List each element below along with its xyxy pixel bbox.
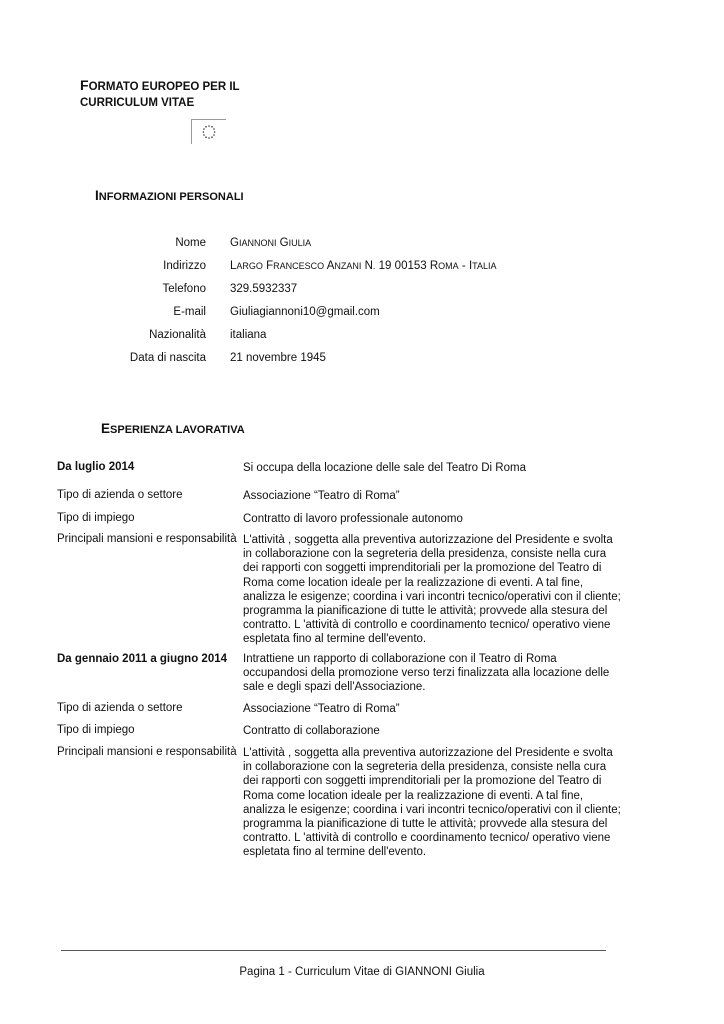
entry1-duties-label: Principali mansioni e responsabilità <box>57 533 237 545</box>
entry2-sector: Associazione “Teatro di Roma” <box>243 703 400 715</box>
footer-divider <box>61 950 606 951</box>
entry2-type: Contratto di collaborazione <box>243 725 380 737</box>
entry1-type-label: Tipo di impiego <box>57 512 135 524</box>
personal-birthdate-value: 21 novembre 1945 <box>230 352 326 364</box>
personal-nationality-label: Nazionalità <box>149 329 206 341</box>
entry1-period: Da luglio 2014 <box>57 461 135 473</box>
personal-address-label: Indirizzo <box>163 260 206 272</box>
entry2-duties-label: Principali mansioni e responsabilità <box>57 746 237 758</box>
entry2-duties: L'attività , soggetta alla preventiva autorizzazione del Presidente e svolta in collaborazione con la segreteria della presidenza, consiste nella cura dei rapporti con soggetti imprenditoriali per la promozione del Teatro di Roma come location ideale per la realizzazione di eventi. A tal fine, analizza le esigenze; coordina i vari incontri tecnico/operativi con il cliente; programma la pianificazione di tutte le attività; provvede alla stesura del contratto. L 'attività di controllo e coordinamento tecnico/ operativo viene espletata fino al termine dell'evento. <box>243 747 621 859</box>
cv-format-title-line1: FORMATO EUROPEO PER IL <box>80 77 240 93</box>
entry1-duties: L'attività , soggetta alla preventiva autorizzazione del Presidente e svolta in collaborazione con la segreteria della presidenza, consiste nella cura dei rapporti con soggetti imprenditoriali per la promozione del Teatro di Roma come location ideale per la realizzazione di eventi. A tal fine, analizza le esigenze; coordina i vari incontri tecnico/operativi con il cliente; programma la pianificazione di tutte le attività; provvede alla stesura del contratto. L 'attività di controllo e coordinamento tecnico/ operativo viene espletata fino al termine dell'evento. <box>243 534 621 646</box>
footer-page-label: Pagina 1 - Curriculum Vitae di GIANNONI Giulia <box>239 966 485 978</box>
personal-address-value: LARGO FRANCESCO ANZANI N. 19 00153 ROMA - ITALIA <box>230 260 497 272</box>
eu-flag-icon <box>191 119 226 144</box>
personal-email-value[interactable]: Giuliagiannoni10@gmail.com <box>230 306 380 318</box>
cv-format-title <box>80 77 240 111</box>
personal-name-value: GIANNONI GIULIA <box>230 237 312 249</box>
personal-name-label: Nome <box>175 237 206 249</box>
personal-phone-value: 329.5932337 <box>230 283 298 295</box>
cv-format-title-line2: CURRICULUM VITAE <box>80 97 195 109</box>
personal-nationality-value: italiana <box>230 329 267 341</box>
entry2-type-label: Tipo di impiego <box>57 724 135 736</box>
work-experience-heading: ESPERIENZA LAVORATIVA <box>101 421 245 436</box>
entry1-summary: Si occupa della locazione delle sale del Teatro Di Roma <box>243 462 526 474</box>
entry2-sector-label: Tipo di azienda o settore <box>57 702 183 714</box>
entry2-summary: Intrattiene un rapporto di collaborazione con il Teatro di Roma occupandosi della promozione verso terzi finalizzata alla locazione delle sale e degli spazi dell'Associazione. <box>243 653 610 694</box>
entry1-type: Contratto di lavoro professionale autonomo <box>243 513 463 525</box>
personal-email-label: E-mail <box>173 306 206 318</box>
entry1-sector: Associazione “Teatro di Roma” <box>243 490 400 502</box>
entry2-period: Da gennaio 2011 a giugno 2014 <box>57 653 228 665</box>
entry1-sector-label: Tipo di azienda o settore <box>57 489 183 501</box>
personal-info-heading: INFORMAZIONI PERSONALI <box>95 188 244 203</box>
personal-phone-label: Telefono <box>162 283 206 295</box>
personal-birthdate-label: Data di nascita <box>129 352 206 364</box>
